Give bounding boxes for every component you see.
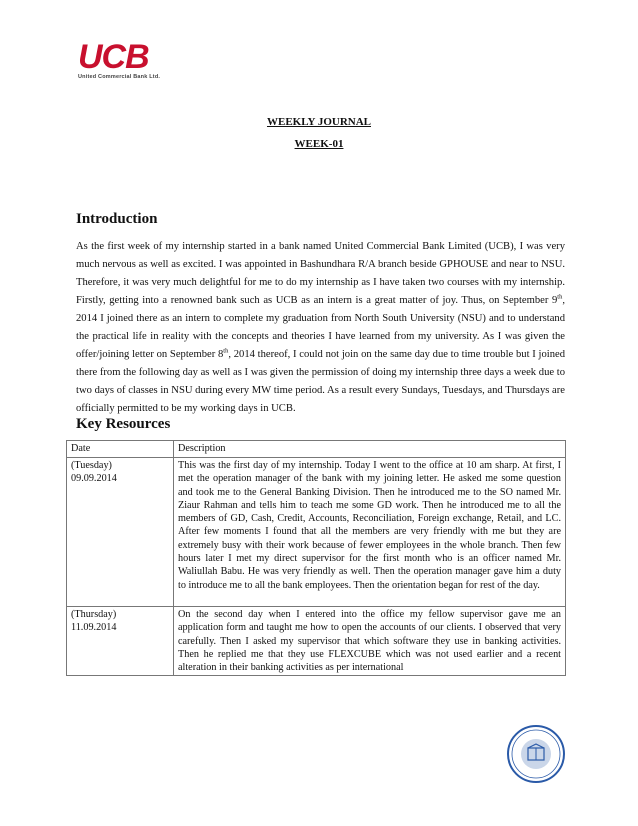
date-label: 09.09.2014 <box>71 473 117 485</box>
journal-title: WEEKLY JOURNAL <box>266 116 371 128</box>
column-header-date: Date <box>67 441 174 458</box>
ucb-logo <box>78 38 174 84</box>
intro-sup-2: th <box>223 347 229 355</box>
intro-text-2: , 2014 I joined there as an intern to complete my graduation from North South University (NSU) and to understand the practical life in reality with the concepts and theories I have learned from my university. As I was given the offer/joining letter on September 8 <box>76 295 565 360</box>
date-label: 11.09.2014 <box>71 622 117 634</box>
intro-text-3: , 2014 thereof, I could not join on the same day due to time trouble but I joined there from the following day as well as I was given the permission of doing my internship three days a week due to two days of classes in NSU during every MW time period. As a result every Sundays, Tuesdays, and Thursdays are officially permitted to be my working days in UCB. <box>76 349 565 414</box>
date-cell <box>67 606 174 675</box>
day-label: (Thursday) <box>71 608 117 620</box>
logo-subtitle: United Commercial Bank Ltd. <box>78 74 161 80</box>
table-row <box>67 458 566 607</box>
day-label: (Tuesday) <box>71 460 112 471</box>
intro-text-1: As the first week of my internship started in a bank named United Commercial Bank Limited (UCB), I was very much nervous as well as excited. I was appointed in Bashundhara R/A branch beside GPHOUSE and near to NSU. Therefore, it was very much delightful for me to do my internship as I have taken two courses with my internship. Firstly, getting into a renowned bank such as UCB as an intern is a great matter of joy. Thus, on September 9 <box>76 241 565 306</box>
description-text: This was the first day of my internship. Today I went to the office at 10 am sharp. At first, I met the operation manager of the bank with my joining letter. He asked me some question and took me to the General Banking Division. Then he introduced me to the SO named Mr. Ziaur Rahman and tells him to teach me some GD work. Then he introduced me to all the members of GD, Cash, Credit, Accounts, Reconciliation, Foreign exchange, Retail, and LC. After few moments I found that all the members are very friendly with me but they are extremely busy with their work because of fewer employees in the whole branch. Then few hours later I met my direct supervisor for the first month who is an officer named Mr. Waliullah Babu. He was very friendly as well. Then the operation manager gave him a duty to introduce me to all the bank employees. Then the orientation began for rest of the day. <box>178 460 561 591</box>
date-cell <box>67 458 174 607</box>
description-cell <box>174 458 566 607</box>
table-header-row <box>67 441 566 458</box>
introduction-heading: Introduction <box>76 211 158 227</box>
description-text: On the second day when I entered into the office my fellow supervisor gave me an application form and taught me how to open the accounts of our clients. I observed that very carefully. Then I asked my supervisor that which software they use in banking activities. Then he replied me that they use FLEXCUBE which was not used earlier and a recent alteration in their banking activities as per international <box>178 608 561 674</box>
university-seal-icon <box>506 724 566 784</box>
key-resources-heading: Key Resources <box>76 416 171 432</box>
week-label: WEEK-01 <box>294 138 344 150</box>
description-cell <box>174 606 566 675</box>
intro-sup-1: th <box>557 293 563 301</box>
key-resources-table <box>66 440 566 676</box>
logo-text: UCB <box>78 38 149 76</box>
table-row <box>67 606 566 675</box>
column-header-description: Description <box>174 441 566 458</box>
introduction-paragraph <box>76 238 565 418</box>
